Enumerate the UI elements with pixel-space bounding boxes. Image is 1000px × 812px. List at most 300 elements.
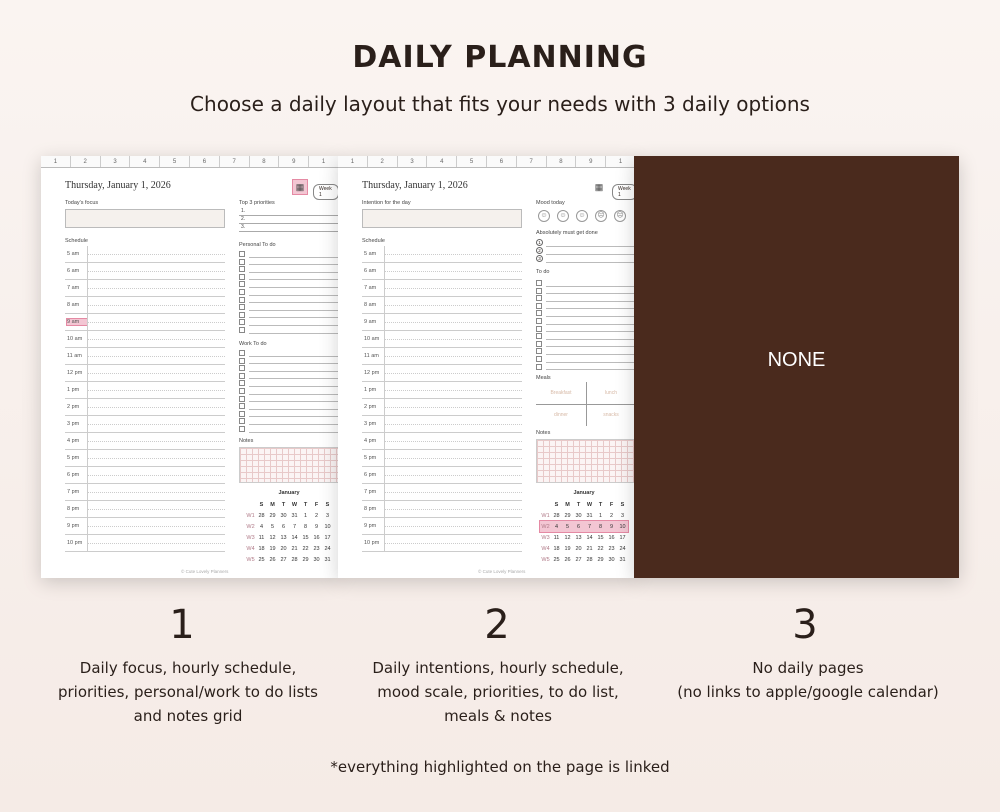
calendar-day[interactable]: 17 xyxy=(619,534,626,541)
weekday-label: W xyxy=(291,501,298,508)
hour-label: 10 am xyxy=(67,336,83,342)
month-tab[interactable]: 9 xyxy=(576,156,606,167)
intention-box xyxy=(362,209,522,228)
weekday-label: W xyxy=(586,501,593,508)
month-tab[interactable]: 3 xyxy=(101,156,131,167)
meals-grid xyxy=(536,382,636,426)
personal-todo-label: Personal To do xyxy=(239,242,276,248)
calendar-day[interactable]: 9 xyxy=(609,523,614,530)
option-number-1: 1 xyxy=(169,602,195,648)
calendar-day[interactable]: 15 xyxy=(302,534,309,541)
calendar-day[interactable]: 26 xyxy=(269,556,276,563)
checkbox-item[interactable] xyxy=(546,355,636,363)
month-tab[interactable]: 2 xyxy=(71,156,101,167)
hour-label: 4 pm xyxy=(67,438,80,444)
week-number[interactable]: W5 xyxy=(246,556,255,563)
calendar-week[interactable] xyxy=(540,521,628,532)
schedule-row[interactable] xyxy=(65,399,225,416)
none-label: NONE xyxy=(767,349,826,371)
focus-label: Today's focus xyxy=(65,200,99,206)
calendar-day[interactable]: 28 xyxy=(586,556,593,563)
calendar-day[interactable]: 18 xyxy=(553,545,560,552)
calendar-day[interactable]: 14 xyxy=(291,534,298,541)
checkbox-item[interactable] xyxy=(546,317,636,325)
personal-todo-list xyxy=(239,250,339,334)
checkbox-item[interactable] xyxy=(249,250,339,258)
checkbox-item[interactable] xyxy=(249,402,339,410)
calendar-day[interactable]: 13 xyxy=(280,534,287,541)
schedule-row[interactable] xyxy=(65,331,225,348)
priority-number: 2. xyxy=(241,216,246,222)
calendar-day[interactable]: 21 xyxy=(586,545,593,552)
calendar-day[interactable]: 24 xyxy=(324,545,331,552)
calendar-day[interactable]: 30 xyxy=(313,556,320,563)
schedule-row[interactable] xyxy=(362,331,522,348)
month-tab[interactable]: 6 xyxy=(487,156,517,167)
checkbox-item[interactable] xyxy=(249,425,339,433)
focus-box xyxy=(65,209,225,228)
date-heading: Thursday, January 1, 2026 xyxy=(362,180,468,191)
hour-label: 9 am xyxy=(364,319,377,325)
calendar-day[interactable]: 30 xyxy=(280,512,287,519)
week-number[interactable]: W2 xyxy=(246,523,255,530)
calendar-month: January xyxy=(278,490,300,496)
schedule-row[interactable] xyxy=(65,365,225,382)
option-description-3 xyxy=(648,656,968,704)
calendar-day[interactable]: 2 xyxy=(609,512,614,519)
priority-line[interactable] xyxy=(239,216,339,224)
calendar-day[interactable]: 10 xyxy=(324,523,331,530)
hour-label: 6 pm xyxy=(364,472,377,478)
month-tab[interactable]: 5 xyxy=(457,156,487,167)
meal-cell: Breakfast xyxy=(550,390,572,396)
schedule-row[interactable] xyxy=(362,365,522,382)
hour-label: 4 pm xyxy=(364,438,377,444)
hour-label: 2 pm xyxy=(67,404,80,410)
checkbox-item[interactable] xyxy=(249,410,339,418)
calendar-day[interactable]: 28 xyxy=(553,512,560,519)
hour-label: 8 pm xyxy=(364,506,377,512)
schedule-row[interactable] xyxy=(65,348,225,365)
hour-label: 7 pm xyxy=(67,489,80,495)
hour-label: 10 pm xyxy=(364,540,380,546)
calendar-day[interactable]: 1 xyxy=(598,512,603,519)
calendar-day[interactable]: 8 xyxy=(598,523,603,530)
week-number[interactable]: W3 xyxy=(541,534,550,541)
mood-face-icon[interactable]: ☺ xyxy=(557,210,569,222)
calendar-day[interactable]: 27 xyxy=(280,556,287,563)
checkbox-item[interactable] xyxy=(546,363,636,371)
mood-face-icon[interactable]: ☺ xyxy=(576,210,588,222)
hour-label: 9 pm xyxy=(67,523,80,529)
calendar-day[interactable]: 22 xyxy=(597,545,604,552)
week-number[interactable]: W4 xyxy=(541,545,550,552)
month-tab[interactable]: 4 xyxy=(130,156,160,167)
hour-label[interactable]: 9 am xyxy=(67,319,87,325)
calendar-day[interactable]: 23 xyxy=(313,545,320,552)
calendar-day[interactable]: 29 xyxy=(564,512,571,519)
calendar-day[interactable]: 6 xyxy=(576,523,581,530)
checkbox-item[interactable] xyxy=(546,287,636,295)
checkbox-item[interactable] xyxy=(249,288,339,296)
hour-label: 5 pm xyxy=(67,455,80,461)
hour-label: 8 pm xyxy=(67,506,80,512)
checkbox-item[interactable] xyxy=(546,279,636,287)
checkbox-item[interactable] xyxy=(249,357,339,365)
option-description-1 xyxy=(28,656,348,728)
calendar-week[interactable] xyxy=(245,510,333,521)
mini-calendar xyxy=(540,490,628,565)
calendar-week[interactable] xyxy=(245,532,333,543)
weekday-label: S xyxy=(259,501,264,508)
schedule-row[interactable] xyxy=(65,501,225,518)
priority-list xyxy=(239,208,339,232)
month-tab[interactable]: 9 xyxy=(279,156,309,167)
calendar-day[interactable]: 4 xyxy=(554,523,559,530)
calendar-week[interactable] xyxy=(540,543,628,554)
schedule-row[interactable] xyxy=(362,484,522,501)
schedule-row[interactable] xyxy=(362,518,522,535)
calendar-day[interactable]: 21 xyxy=(291,545,298,552)
weekday-label: T xyxy=(303,501,308,508)
schedule-row[interactable] xyxy=(65,535,225,552)
schedule-row[interactable] xyxy=(65,246,225,263)
weekday-label: M xyxy=(270,501,275,508)
number-circle: 1 xyxy=(536,239,543,246)
checkbox-item[interactable] xyxy=(249,318,339,326)
calendar-day[interactable]: 8 xyxy=(303,523,308,530)
month-tab[interactable]: 1 xyxy=(338,156,368,167)
weekday-label: T xyxy=(598,501,603,508)
calendar-day[interactable]: 31 xyxy=(291,512,298,519)
schedule-row[interactable] xyxy=(65,416,225,433)
notes-grid xyxy=(239,447,339,483)
checkbox-item[interactable] xyxy=(249,372,339,380)
description-line: No daily pages xyxy=(752,659,864,677)
meal-cell: snacks xyxy=(603,412,619,418)
description-line: and notes grid xyxy=(133,707,243,725)
weekday-label: S xyxy=(554,501,559,508)
schedule-row[interactable] xyxy=(65,297,225,314)
checkbox-item[interactable] xyxy=(546,347,636,355)
todo-label: To do xyxy=(536,269,550,275)
hour-label: 6 pm xyxy=(67,472,80,478)
calendar-day[interactable]: 10 xyxy=(619,523,626,530)
week-number[interactable]: W3 xyxy=(246,534,255,541)
must-do-line[interactable] xyxy=(538,255,636,263)
calendar-day[interactable]: 11 xyxy=(553,534,560,541)
checkbox-item[interactable] xyxy=(249,303,339,311)
calendar-day[interactable]: 1 xyxy=(303,512,308,519)
checkbox-item[interactable] xyxy=(249,349,339,357)
priority-number: 1. xyxy=(241,208,246,214)
daily-layout-2-preview xyxy=(338,156,636,578)
schedule-row[interactable] xyxy=(362,280,522,297)
schedule-row[interactable] xyxy=(65,382,225,399)
schedule-row[interactable] xyxy=(362,433,522,450)
schedule-row[interactable] xyxy=(362,416,522,433)
calendar-day[interactable]: 20 xyxy=(280,545,287,552)
option-number-3: 3 xyxy=(792,602,818,648)
calendar-week[interactable] xyxy=(245,543,333,554)
hour-label: 5 am xyxy=(364,251,377,257)
schedule-label: Schedule xyxy=(65,238,88,244)
hour-label: 7 am xyxy=(67,285,80,291)
calendar-day[interactable]: 5 xyxy=(565,523,570,530)
calendar-week[interactable] xyxy=(245,521,333,532)
month-tab[interactable]: 1 xyxy=(41,156,71,167)
checkbox-item[interactable] xyxy=(546,325,636,333)
checkbox-item[interactable] xyxy=(546,340,636,348)
calendar-day[interactable]: 29 xyxy=(269,512,276,519)
mood-face-icon[interactable]: ☺ xyxy=(538,210,550,222)
brand-footer: © Cute Lovely Planners xyxy=(478,569,526,574)
month-tab[interactable]: 6 xyxy=(190,156,220,167)
top3-label: Top 3 priorities xyxy=(239,200,275,206)
schedule-row[interactable] xyxy=(362,297,522,314)
calendar-day[interactable]: 16 xyxy=(608,534,615,541)
hour-label: 7 am xyxy=(364,285,377,291)
hour-label: 5 am xyxy=(67,251,80,257)
month-tabs xyxy=(338,156,636,168)
schedule-row[interactable] xyxy=(65,450,225,467)
mood-face-icon[interactable]: ☹ xyxy=(595,210,607,222)
checkbox-item[interactable] xyxy=(546,309,636,317)
calendar-day[interactable]: 11 xyxy=(258,534,265,541)
checkbox-item[interactable] xyxy=(249,265,339,273)
calendar-day[interactable]: 2 xyxy=(314,512,319,519)
calendar-day[interactable]: 12 xyxy=(269,534,276,541)
weekday-label: T xyxy=(576,501,581,508)
hour-label: 8 am xyxy=(364,302,377,308)
weekday-label: F xyxy=(609,501,614,508)
calendar-day[interactable]: 15 xyxy=(597,534,604,541)
calendar-day[interactable]: 31 xyxy=(324,556,331,563)
schedule-row[interactable] xyxy=(362,450,522,467)
weekday-label: S xyxy=(620,501,625,508)
schedule-row[interactable] xyxy=(65,484,225,501)
hour-label: 12 pm xyxy=(67,370,83,376)
month-tab[interactable]: 4 xyxy=(427,156,457,167)
hour-label: 10 am xyxy=(364,336,380,342)
checkbox-item[interactable] xyxy=(249,311,339,319)
description-line: mood scale, priorities, to do list, xyxy=(377,683,619,701)
calendar-day[interactable]: 24 xyxy=(619,545,626,552)
month-tab[interactable]: 1 xyxy=(606,156,636,167)
calendar-day[interactable]: 20 xyxy=(575,545,582,552)
calendar-week[interactable] xyxy=(540,532,628,543)
hour-label: 9 pm xyxy=(364,523,377,529)
month-tab[interactable]: 7 xyxy=(517,156,547,167)
week-tab[interactable]: Week 1 xyxy=(313,184,339,200)
hour-label: 7 pm xyxy=(364,489,377,495)
calendar-day[interactable]: 16 xyxy=(313,534,320,541)
month-tab[interactable]: 7 xyxy=(220,156,250,167)
calendar-day[interactable]: 28 xyxy=(258,512,265,519)
hour-label: 3 pm xyxy=(67,421,80,427)
schedule-row[interactable] xyxy=(362,399,522,416)
description-line: priorities, personal/work to do lists xyxy=(57,683,319,701)
calendar-day[interactable]: 12 xyxy=(564,534,571,541)
schedule-row[interactable] xyxy=(362,467,522,484)
daily-layout-3-preview xyxy=(634,156,959,578)
checkbox-item[interactable] xyxy=(546,294,636,302)
hour-label: 10 pm xyxy=(67,540,83,546)
calendar-week[interactable] xyxy=(540,510,628,521)
must-do-line[interactable] xyxy=(538,239,636,247)
hour-label: 8 am xyxy=(67,302,80,308)
option-number-2: 2 xyxy=(484,602,510,648)
work-todo-list xyxy=(239,349,339,433)
mood-label: Mood today xyxy=(536,200,565,206)
schedule-row[interactable] xyxy=(362,382,522,399)
hour-label: 5 pm xyxy=(364,455,377,461)
calendar-day[interactable]: 25 xyxy=(258,556,265,563)
month-tab[interactable]: 1 xyxy=(309,156,339,167)
description-line: meals & notes xyxy=(444,707,552,725)
calendar-day[interactable]: 7 xyxy=(587,523,592,530)
checkbox-item[interactable] xyxy=(546,332,636,340)
calendar-day[interactable]: 6 xyxy=(281,523,286,530)
schedule-row[interactable] xyxy=(362,314,522,331)
calendar-day[interactable]: 7 xyxy=(292,523,297,530)
checkbox-item[interactable] xyxy=(249,296,339,304)
schedule-row[interactable] xyxy=(362,501,522,518)
schedule-row[interactable] xyxy=(65,263,225,280)
calendar-day[interactable]: 31 xyxy=(586,512,593,519)
schedule-label: Schedule xyxy=(362,238,385,244)
notes-label: Notes xyxy=(536,430,551,436)
todo-list xyxy=(536,279,636,370)
calendar-day[interactable]: 23 xyxy=(608,545,615,552)
calendar-day[interactable]: 19 xyxy=(269,545,276,552)
hour-label: 6 am xyxy=(67,268,80,274)
calendar-weekdays xyxy=(540,499,628,510)
priority-line[interactable] xyxy=(239,208,339,216)
date-heading: Thursday, January 1, 2026 xyxy=(65,180,171,191)
calendar-day[interactable]: 13 xyxy=(575,534,582,541)
schedule-row[interactable] xyxy=(362,246,522,263)
hour-label: 12 pm xyxy=(364,370,380,376)
mini-calendar xyxy=(245,490,333,565)
schedule-row[interactable] xyxy=(362,263,522,280)
calendar-day[interactable]: 14 xyxy=(586,534,593,541)
weekday-label: M xyxy=(565,501,570,508)
weekday-label: S xyxy=(325,501,330,508)
schedule-row[interactable] xyxy=(65,433,225,450)
number-circle: 3 xyxy=(536,255,543,262)
calendar-week[interactable] xyxy=(245,554,333,565)
calendar-day[interactable]: 30 xyxy=(608,556,615,563)
calendar-day[interactable]: 29 xyxy=(597,556,604,563)
hour-label: 6 am xyxy=(364,268,377,274)
calendar-day[interactable]: 29 xyxy=(302,556,309,563)
week-number[interactable]: W1 xyxy=(246,512,255,519)
hour-label: 1 pm xyxy=(364,387,377,393)
week-number[interactable]: W1 xyxy=(541,512,550,519)
checkbox-item[interactable] xyxy=(249,280,339,288)
brand-footer: © Cute Lovely Planners xyxy=(181,569,229,574)
calendar-day[interactable]: 3 xyxy=(620,512,625,519)
month-tab[interactable]: 8 xyxy=(250,156,280,167)
hour-label: 11 am xyxy=(67,353,82,359)
calendar-day[interactable]: 5 xyxy=(270,523,275,530)
option-description-2 xyxy=(338,656,658,728)
calendar-day[interactable]: 3 xyxy=(325,512,330,519)
calendar-day[interactable]: 27 xyxy=(575,556,582,563)
priority-line[interactable] xyxy=(239,224,339,232)
calendar-day[interactable]: 4 xyxy=(259,523,264,530)
calendar-day[interactable]: 26 xyxy=(564,556,571,563)
description-line: (no links to apple/google calendar) xyxy=(677,683,939,701)
calendar-icon[interactable]: ▦ xyxy=(594,182,604,192)
calendar-week[interactable] xyxy=(540,554,628,565)
month-tab[interactable]: 5 xyxy=(160,156,190,167)
calendar-day[interactable]: 17 xyxy=(324,534,331,541)
notes-grid xyxy=(536,439,636,483)
calendar-day[interactable]: 28 xyxy=(291,556,298,563)
week-number[interactable]: W5 xyxy=(541,556,550,563)
calendar-day[interactable]: 30 xyxy=(575,512,582,519)
calendar-day[interactable]: 22 xyxy=(302,545,309,552)
week-number[interactable]: W2 xyxy=(541,523,550,530)
notes-label: Notes xyxy=(239,438,254,444)
calendar-day[interactable]: 9 xyxy=(314,523,319,530)
daily-layout-1-preview xyxy=(41,156,339,578)
checkbox-item[interactable] xyxy=(249,273,339,281)
meal-cell: dinner xyxy=(554,412,568,418)
hour-label: 11 am xyxy=(364,353,379,359)
week-number[interactable]: W4 xyxy=(246,545,255,552)
checkbox-item[interactable] xyxy=(249,395,339,403)
hourly-schedule xyxy=(65,246,225,552)
checkbox-item[interactable] xyxy=(249,379,339,387)
schedule-row[interactable] xyxy=(362,535,522,552)
mood-face-icon[interactable]: ☹ xyxy=(614,210,626,222)
month-tab[interactable]: 8 xyxy=(547,156,577,167)
checkbox-item[interactable] xyxy=(546,302,636,310)
month-tab[interactable]: 3 xyxy=(398,156,428,167)
checkbox-item[interactable] xyxy=(249,417,339,425)
checkbox-item[interactable] xyxy=(249,387,339,395)
description-line: Daily focus, hourly schedule, xyxy=(79,659,297,677)
must-do-line[interactable] xyxy=(538,247,636,255)
checkbox-item[interactable] xyxy=(249,326,339,334)
schedule-row[interactable] xyxy=(65,467,225,484)
calendar-icon[interactable]: ▦ xyxy=(293,180,307,194)
schedule-row[interactable] xyxy=(65,314,225,331)
schedule-row[interactable] xyxy=(362,348,522,365)
page-title: DAILY PLANNING xyxy=(352,40,648,75)
checkbox-item[interactable] xyxy=(249,258,339,266)
calendar-month: January xyxy=(573,490,595,496)
footnote: *everything highlighted on the page is linked xyxy=(330,758,670,776)
calendar-day[interactable]: 31 xyxy=(619,556,626,563)
calendar-day[interactable]: 25 xyxy=(553,556,560,563)
hour-label: 2 pm xyxy=(364,404,377,410)
schedule-row[interactable] xyxy=(65,518,225,535)
must-do-list xyxy=(536,239,636,263)
work-todo-label: Work To do xyxy=(239,341,267,347)
calendar-day[interactable]: 19 xyxy=(564,545,571,552)
calendar-day[interactable]: 18 xyxy=(258,545,265,552)
week-tab[interactable]: Week 1 xyxy=(612,184,636,200)
schedule-row[interactable] xyxy=(65,280,225,297)
mood-scale[interactable] xyxy=(538,210,626,222)
priority-number: 3. xyxy=(241,224,246,230)
month-tab[interactable]: 2 xyxy=(368,156,398,167)
checkbox-item[interactable] xyxy=(249,364,339,372)
